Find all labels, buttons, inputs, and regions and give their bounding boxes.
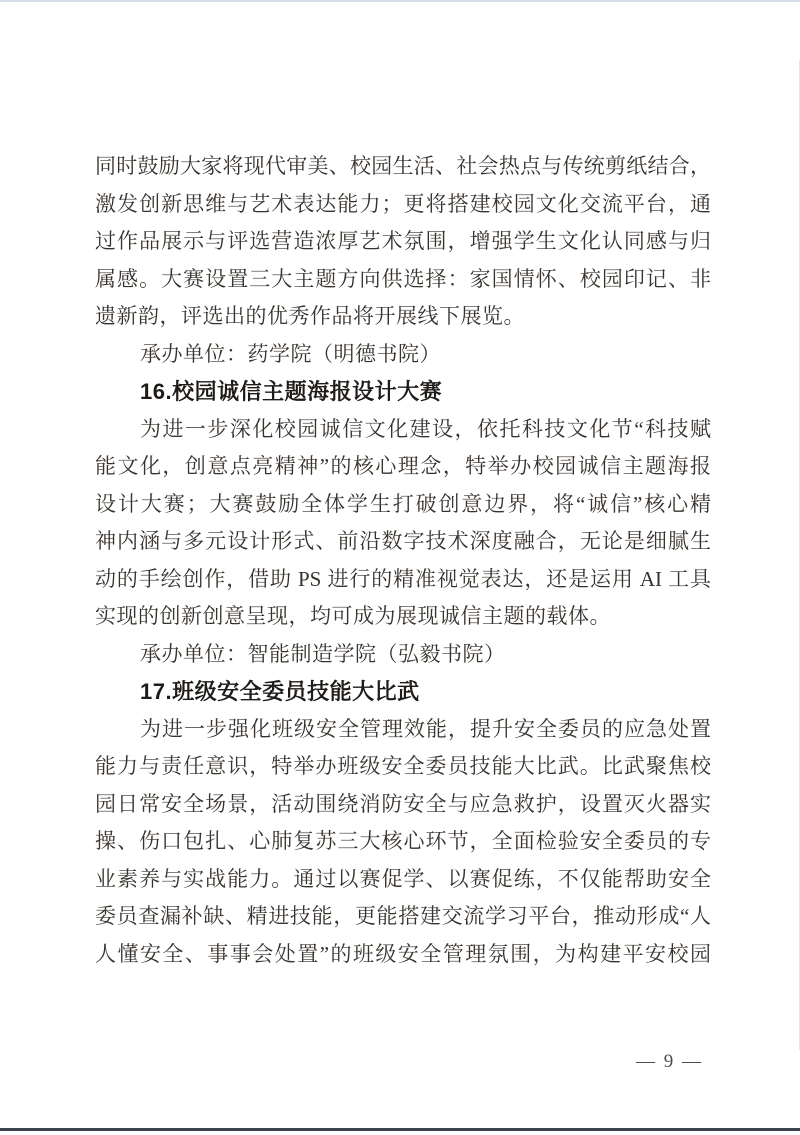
- text-line: 神内涵与多元设计形式、前沿数字技术深度融合，无论是细腻生: [95, 529, 711, 553]
- text-line: 同时鼓励大家将现代审美、校园生活、社会热点与传统剪纸结合，: [95, 154, 711, 178]
- text-line: 过作品展示与评选营造浓厚艺术氛围，增强学生文化认同感与归: [95, 229, 711, 253]
- text-line: 激发创新思维与艺术表达能力；更将搭建校园文化交流平台，通: [95, 191, 711, 216]
- scan-edge-top: [0, 0, 800, 2]
- scan-edge-bottom: [0, 1128, 800, 1131]
- page-number: — 9 —: [636, 1051, 703, 1072]
- text-line: 业素养与实战能力。通过以赛促学、以赛促练，不仅能帮助安全: [95, 866, 711, 891]
- organizer-line: 承办单位：智能制造学院（弘毅书院）: [140, 641, 506, 666]
- text-line: 人懂安全、事事会处置”的班级安全管理氛围，为构建平安校园: [95, 941, 711, 966]
- text-line: 遗新韵，评选出的优秀作品将开展线下展览。: [95, 304, 525, 328]
- text-line: 动的手绘创作，借助 PS 进行的精准视觉表达，还是运用 AI 工具: [95, 566, 711, 591]
- document-body: [95, 148, 711, 973]
- text-line: 能文化，创意点亮精神”的核心理念，特举办校园诚信主题海报: [95, 454, 711, 478]
- text-line: 操、伤口包扎、心肺复苏三大核心环节，全面检验安全委员的专: [95, 829, 711, 853]
- paragraph-section-17: [95, 711, 711, 974]
- text-line: 设计大赛；大赛鼓励全体学生打破创意边界，将“诚信”核心精: [95, 491, 711, 516]
- text-line: 实现的创新创意呈现，均可成为展现诚信主题的载体。: [95, 604, 611, 628]
- text-line: 委员查漏补缺、精进技能，更能搭建交流学习平台，推动形成“人: [95, 904, 711, 928]
- paragraph-continuation: [95, 148, 711, 336]
- organizer-line: 承办单位：药学院（明德书院）: [140, 341, 441, 366]
- section-heading-16: 16.校园诚信主题海报设计大赛: [140, 379, 443, 404]
- paragraph-section-16: [95, 411, 711, 636]
- text-line: 为进一步深化校园诚信文化建设，依托科技文化节“科技赋: [140, 416, 711, 441]
- text-line: 为进一步强化班级安全管理效能，提升安全委员的应急处置: [140, 716, 711, 741]
- text-line: 园日常安全场景，活动围绕消防安全与应急救护，设置灭火器实: [95, 791, 711, 816]
- section-heading-17: 17.班级安全委员技能大比武: [140, 679, 420, 704]
- text-line: 能力与责任意识，特举办班级安全委员技能大比武。比武聚焦校: [95, 754, 711, 778]
- text-line: 属感。大赛设置三大主题方向供选择：家国情怀、校园印记、非: [95, 266, 711, 291]
